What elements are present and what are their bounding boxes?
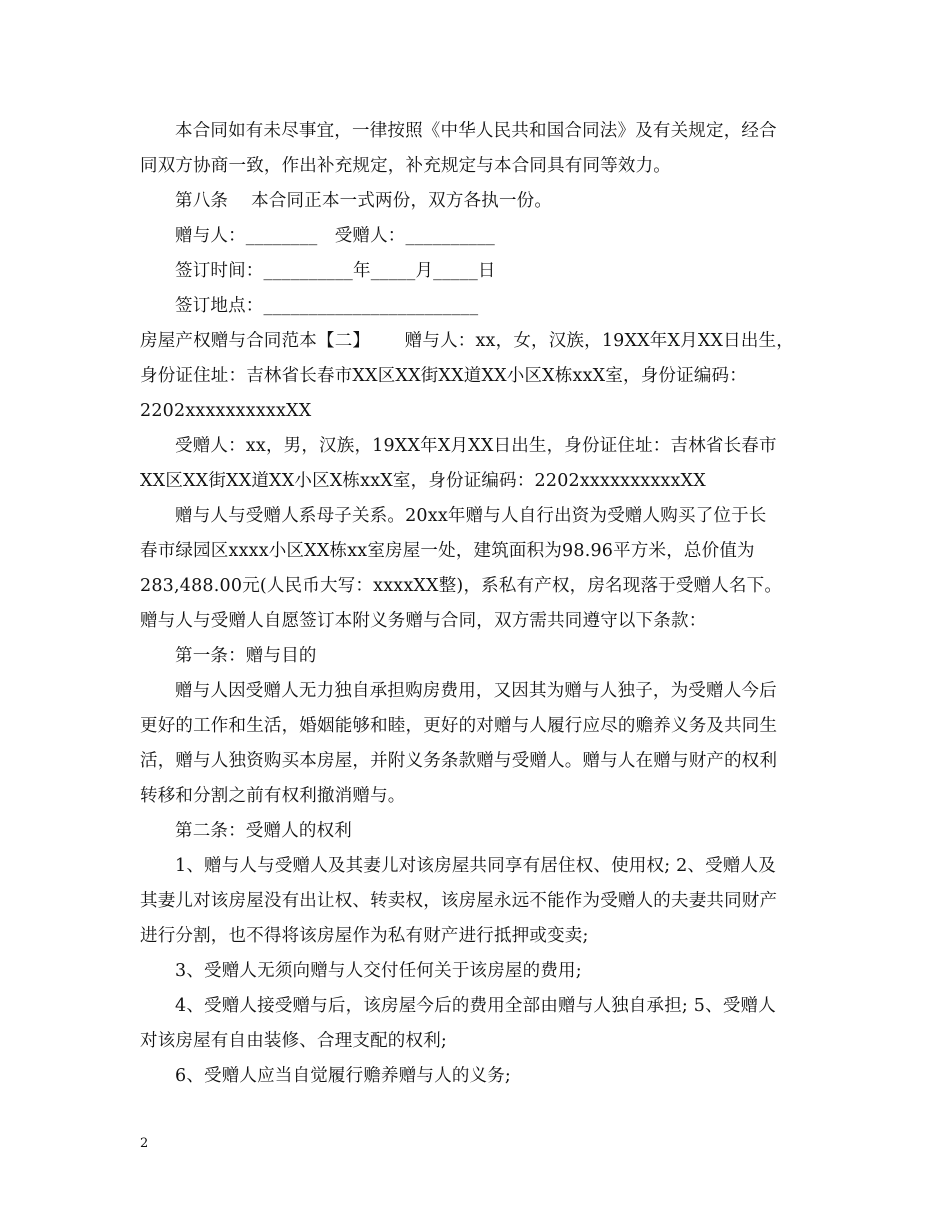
page-number: 2 bbox=[140, 1136, 149, 1151]
paragraph-line: 1、赠与人与受赠人及其妻儿对该房屋共同享有居住权、使用权; 2、受赠人及 bbox=[175, 856, 776, 876]
signing-date-line: 签订时间：__________年_____月_____日 bbox=[175, 261, 496, 281]
paragraph-line: 同双方协商一致，作出补充规定，补充规定与本合同具有同等效力。 bbox=[140, 156, 671, 176]
paragraph-line: 对该房屋有自由装修、合理支配的权利; bbox=[140, 1031, 447, 1051]
paragraph-line: 身份证住址：吉林省长春市XX区XX街XX道XX小区X栋xxX室，身份证编码： bbox=[140, 366, 747, 386]
paragraph-line: XX区XX街XX道XX小区X栋xxX室，身份证编码：2202xxxxxxxxxxXX bbox=[140, 471, 706, 491]
paragraph-line: 活，赠与人独资购买本房屋，并附义务条款赠与受赠人。赠与人在赠与财产的权利 bbox=[140, 751, 778, 771]
paragraph-line: 更好的工作和生活，婚姻能够和睦，更好的对赠与人履行应尽的赡养义务及共同生 bbox=[140, 716, 778, 736]
paragraph-line: 4、受赠人接受赠与后，该房屋今后的费用全部由赠与人独自承担; 5、受赠人 bbox=[175, 996, 776, 1016]
paragraph-line: 受赠人：xx，男，汉族，19XX年X月XX日出生，身份证住址：吉林省长春市 bbox=[175, 436, 777, 456]
paragraph-line: 赠与人与受赠人自愿签订本附义务赠与合同，双方需共同遵守以下条款： bbox=[140, 611, 707, 631]
paragraph-line: 赠与人因受赠人无力独自承担购房费用，又因其为赠与人独子，为受赠人今后 bbox=[175, 681, 777, 701]
paragraph-line: 2202xxxxxxxxxxXX bbox=[140, 401, 312, 421]
signature-parties-line: 赠与人：________ 受赠人：__________ bbox=[175, 226, 495, 246]
signing-place-line: 签订地点：________________________ bbox=[175, 296, 479, 316]
paragraph-line: 赠与人与受赠人系母子关系。20xx年赠与人自行出资为受赠人购买了位于长 bbox=[175, 506, 767, 526]
article-8-line: 第八条 本合同正本一式两份，双方各执一份。 bbox=[175, 191, 553, 211]
paragraph-line: 春市绿园区xxxx小区XX栋xx室房屋一处，建筑面积为98.96平方米，总价值为 bbox=[140, 541, 755, 561]
paragraph-line: 6、受赠人应当自觉履行赡养赠与人的义务; bbox=[175, 1066, 512, 1086]
paragraph-line: 进行分割，也不得将该房屋作为私有财产进行抵押或变卖; bbox=[140, 926, 589, 946]
paragraph-line: 283,488.00元(人民币大写：xxxxXX整)，系私有产权，房名现落于受赠人名下。 bbox=[140, 576, 783, 596]
paragraph-line: 转移和分割之前有权利撤消赠与。 bbox=[140, 786, 406, 806]
article-2-heading: 第二条：受赠人的权利 bbox=[175, 821, 352, 841]
paragraph-line: 本合同如有未尽事宜，一律按照《中华人民共和国合同法》及有关规定，经合 bbox=[175, 121, 777, 141]
paragraph-line: 3、受赠人无须向赠与人交付任何关于该房屋的费用; bbox=[175, 961, 582, 981]
paragraph-line: 其妻儿对该房屋没有出让权、转卖权，该房屋永远不能作为受赠人的夫妻共同财产 bbox=[140, 891, 778, 911]
article-1-heading: 第一条：赠与目的 bbox=[175, 646, 317, 666]
template-two-heading-line: 房屋产权赠与合同范本【二】 赠与人：xx，女，汉族，19XX年X月XX日出生， bbox=[140, 331, 794, 351]
